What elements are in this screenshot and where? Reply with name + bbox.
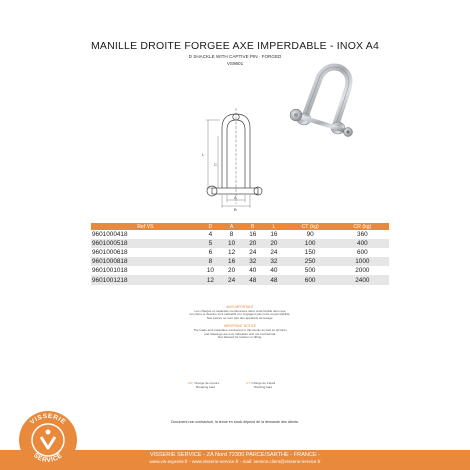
legend-ct-en: Working load (254, 384, 272, 389)
table-cell: 600 (285, 275, 336, 284)
table-cell: 32 (242, 257, 263, 266)
table-row (91, 239, 389, 248)
table-cell: 20 (263, 239, 284, 248)
footer-contacts: www.vis-express.fr - www.visserie-service.fr - mail: service.client@visserie-service.fr (149, 459, 321, 464)
table-cell: 90 (306, 231, 314, 239)
table-cell: 12 (228, 249, 236, 257)
notice-en-line: and drawings are only indicative and not contractual. (203, 331, 277, 336)
notice-fr-heading: AVIS IMPORTANT (226, 305, 254, 309)
table-cell: 4 (208, 231, 213, 239)
logo-top-text: VISSERIE (29, 412, 67, 427)
notice-fr-line: les plans et dessins sont indicatifs et n'engagent pas notre responsabilité. (189, 312, 291, 317)
notice-fr-line: Nos pièces ne sont pas des appareils de levage. (206, 315, 274, 320)
table-cell: 500 (304, 267, 316, 275)
table-cell: 10 (221, 239, 242, 248)
legend-cr-en: Breaking load (196, 384, 215, 389)
product-reference: VS9601 (226, 61, 244, 66)
table-row (91, 275, 389, 284)
table-cell: 16 (249, 231, 257, 239)
notice-fr-line: Les charges et capacités mentionnées dans cette famille ainsi que (194, 308, 286, 313)
table-cell: 16 (221, 257, 242, 266)
table-cell: 48 (263, 275, 284, 284)
table-cell: 24 (270, 249, 278, 257)
table-cell: 24 (221, 275, 242, 284)
col-header-d: D (200, 223, 221, 230)
legend-ct-fr: Charge de travail (251, 381, 276, 385)
col-header-l: L (263, 223, 284, 230)
table-cell: 100 (285, 239, 336, 248)
table-cell: 600 (357, 249, 368, 257)
table-cell: 1000 (336, 257, 389, 266)
table-cell: 12 (200, 275, 221, 284)
important-notice (120, 306, 360, 340)
notice-en-line: The loads and capacities mentioned in this family as well as pictures (193, 327, 287, 332)
table-cell: 9601000818 (91, 257, 200, 266)
col-header-a: A (221, 223, 242, 230)
table-cell: 10 (206, 267, 214, 275)
table-cell: 150 (304, 249, 316, 257)
table-cell: 40 (270, 267, 278, 275)
table-cell: 9601001018 (92, 267, 128, 275)
page-title: MANILLE DROITE FORGEE AXE IMPERDABLE - INOX A4 (90, 40, 380, 52)
legend-cr-key: CR: (188, 381, 194, 385)
table-cell: 24 (249, 249, 257, 257)
col-header-b: B (242, 223, 263, 230)
col-header-ref: Ref VS (91, 223, 200, 230)
table-row (91, 266, 389, 275)
table-cell: 5 (200, 239, 221, 248)
page-subtitle: D SHACKLE WITH CAPTIVE PIN · FORGED (188, 54, 282, 59)
dim-label-l: L (202, 152, 205, 157)
table-cell: 400 (336, 239, 389, 248)
table-cell: 48 (242, 275, 263, 284)
table-cell: 9601000518 (91, 239, 200, 248)
dim-label-b: B (234, 207, 237, 212)
table-cell: 32 (263, 257, 284, 266)
visserie-service-logo (18, 410, 78, 470)
table-cell: 16 (270, 231, 278, 239)
logo-bottom-text: SERVICE (32, 451, 64, 465)
notice-en-heading: IMPORTANT NOTICE (223, 324, 257, 329)
table-cell: 2400 (336, 275, 389, 284)
col-header-cr: CR (kg) (336, 223, 389, 230)
table-header-row (91, 223, 389, 230)
legend-cr (188, 382, 219, 389)
table-cell: 8 (229, 231, 234, 239)
table-row (91, 257, 389, 266)
dim-label-a: A (234, 195, 237, 200)
table-body (91, 230, 389, 285)
table-cell: 20 (228, 267, 236, 275)
table-cell: 360 (357, 231, 368, 239)
table-cell: 8 (200, 257, 221, 266)
col-header-ct: CT (kg) (285, 223, 336, 230)
legend-cr-fr: Charge de rupture (194, 381, 220, 385)
table-cell: 9601001218 (91, 275, 200, 284)
table-cell: 9601000418 (92, 231, 128, 239)
notice-en-line: Not allowed for traction or lifting. (217, 335, 263, 340)
table-cell: 40 (249, 267, 257, 275)
table-row (91, 248, 389, 257)
legend-ct-key: CT: (246, 381, 251, 385)
table-cell: 9601000618 (92, 249, 128, 257)
table-cell: 250 (285, 257, 336, 266)
dim-label-c: C (214, 162, 217, 167)
legend-ct (246, 382, 275, 389)
spec-table (91, 223, 389, 285)
technical-drawing (190, 106, 280, 212)
footer-address: VISSERIE SERVICE - ZA Nord 72300 PARCE/SARTHE - FRANCE - (149, 452, 321, 458)
disclaimer: Document non contractuel, la tenue en stock dépend de la demande des clients. (171, 420, 299, 424)
table-cell: 2000 (355, 267, 370, 275)
table-cell: 20 (242, 239, 263, 248)
table-cell: 6 (208, 249, 213, 257)
product-photo (268, 62, 378, 142)
table-row (91, 230, 389, 239)
